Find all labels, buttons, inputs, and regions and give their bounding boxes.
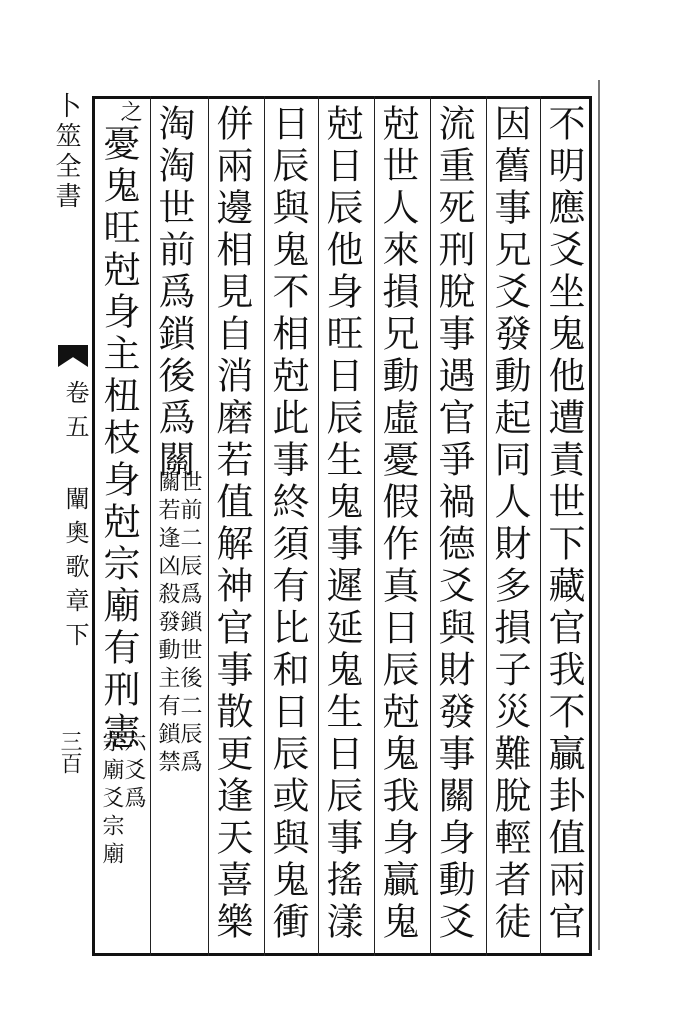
column-9-head: 之 <box>117 100 142 128</box>
text-column-1: 不明應爻坐鬼他遭責世下藏官我不贏卦值兩官 <box>542 104 585 944</box>
commentary-left-2: 宗廟爻宗廟 <box>99 730 124 870</box>
fishtail-mark <box>58 345 88 367</box>
column-rule <box>430 96 431 956</box>
text-column-4: 尅世人來損兄動虛憂假作真日辰尅鬼我身贏鬼 <box>376 104 419 944</box>
column-rule <box>318 96 319 956</box>
commentary-right-2: 六爻爲 <box>121 730 146 814</box>
text-column-5: 尅日辰他身旺日辰生鬼事遲延鬼生日辰事搖漾 <box>320 104 363 944</box>
page-number: 三百 <box>57 730 82 774</box>
book-title: 卜筮全書 <box>51 92 81 212</box>
column-rule <box>208 96 209 956</box>
column-rule <box>150 96 151 956</box>
page-edge <box>598 80 600 950</box>
column-rule <box>540 96 541 956</box>
text-column-2: 因舊事兄爻發動起同人財多損子災難脫輕者徒 <box>488 104 531 944</box>
commentary-left: 關若逢凶殺發動主有鎖禁 <box>155 470 180 778</box>
text-column-8: 淘淘世前爲鎖後爲關 <box>152 104 195 482</box>
text-column-9: 憂鬼旺尅身主杻枝身尅宗廟有刑憲 <box>97 124 140 754</box>
chapter-title: 卷五 闡奧歌章下 <box>61 380 89 656</box>
commentary-right: 世前二辰爲鎖世後二辰爲 <box>177 470 202 778</box>
column-rule <box>374 96 375 956</box>
text-column-7: 併兩邊相見自消磨若值解神官事散更逢天喜樂 <box>210 104 253 944</box>
column-rule <box>264 96 265 956</box>
column-rule <box>486 96 487 956</box>
text-column-6: 日辰與鬼不相尅此事終須有比和日辰或與鬼衝 <box>266 104 309 944</box>
text-column-3: 流重死刑脫事遇官爭禍德爻與財發事關身動爻 <box>432 104 475 944</box>
